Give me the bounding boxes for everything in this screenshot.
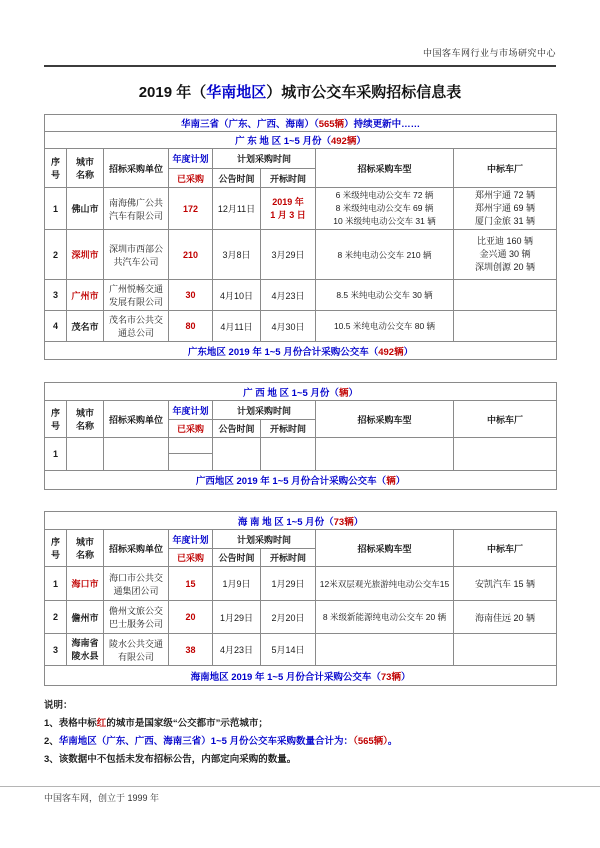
table-footer: 广西地区 2019 年 1~5 月份合计采购公交车（辆）: [45, 471, 557, 490]
table-row: [45, 567, 557, 601]
city-cell: 佛山市: [67, 188, 104, 230]
col-vehicle: 招标采购车型: [316, 530, 454, 567]
winner-cell: 安凯汽车 15 辆: [454, 567, 557, 601]
hainan-table: [44, 511, 557, 686]
purchased-cell: 20: [169, 601, 213, 634]
col-open: 开标时间: [261, 549, 316, 567]
column-header-row: [45, 401, 557, 420]
vehicle-cell: [316, 634, 454, 666]
table-footer: 广东地区 2019 年 1~5 月份合计采购公交车（492辆）: [45, 342, 557, 360]
table-row: [45, 634, 557, 666]
col-vehicle: 招标采购车型: [316, 149, 454, 188]
seq-cell: 1: [45, 188, 67, 230]
city-cell: 茂名市: [67, 311, 104, 342]
col-winner: 中标车厂: [454, 401, 557, 438]
col-purchased: 已采购: [169, 169, 213, 188]
col-seq: 序 号: [45, 149, 67, 188]
unit-cell: 深圳市西部公共汽车公司: [104, 230, 169, 280]
open-cell: 1月29日: [261, 567, 316, 601]
notice-cell: 4月10日: [213, 280, 261, 311]
col-open: 开标时间: [261, 169, 316, 188]
notice-cell: [213, 438, 261, 471]
banner-text: 华南三省（广东、广西、海南）（565辆）持续更新中……: [45, 115, 557, 132]
city-cell: 海口市: [67, 567, 104, 601]
title-prefix: 2019 年（: [138, 84, 207, 101]
notice-cell: 12月11日: [213, 188, 261, 230]
guangdong-table: [44, 114, 557, 360]
guangxi-table: [44, 382, 557, 490]
winner-cell: [454, 634, 557, 666]
winner-cell: 比亚迪 160 辆 金兴通 30 辆 深圳创源 20 辆: [454, 230, 557, 280]
unit-cell: 茂名市公共交通总公司: [104, 311, 169, 342]
city-cell: [67, 438, 104, 471]
col-unit: 招标采购单位: [104, 530, 169, 567]
red-highlight: 红: [96, 718, 107, 729]
unit-cell: 陵水公共交通有限公司: [104, 634, 169, 666]
col-time: 计划采购时间: [213, 401, 316, 420]
purchased-cell: 80: [169, 311, 213, 342]
purchased-cell: 30: [169, 280, 213, 311]
unit-cell: 南海佛广公共汽车有限公司: [104, 188, 169, 230]
purchased-cell: 38: [169, 634, 213, 666]
col-city: 城市 名称: [67, 149, 104, 188]
vehicle-cell: 8 米级新能源纯电动公交车 20 辆: [316, 601, 454, 634]
open-cell: 2月20日: [261, 601, 316, 634]
winner-cell: [454, 311, 557, 342]
column-header-row: [45, 530, 557, 549]
notice-cell: 1月9日: [213, 567, 261, 601]
col-seq: 序 号: [45, 530, 67, 567]
col-unit: 招标采购单位: [104, 401, 169, 438]
purchased-cell: [169, 438, 213, 471]
region-header-row: [45, 383, 557, 401]
note-3: 3、该数据中不包括未发布招标公告，内部定向采购的数量。: [44, 754, 297, 765]
vehicle-cell: 8.5 米纯电动公交车 30 辆: [316, 280, 454, 311]
col-open: 开标时间: [261, 420, 316, 438]
seq-cell: 2: [45, 601, 67, 634]
winner-cell: [454, 438, 557, 471]
vehicle-cell: 10.5 米纯电动公交车 80 辆: [316, 311, 454, 342]
notes-section: [44, 700, 556, 766]
seq-cell: 4: [45, 311, 67, 342]
vehicle-cell: 6 米级纯电动公交车 72 辆 8 米级纯电动公交车 69 辆 10 米级纯电动公交车 31 辆: [316, 188, 454, 230]
col-notice: 公告时间: [213, 169, 261, 188]
region-header-row: [45, 512, 557, 530]
col-unit: 招标采购单位: [104, 149, 169, 188]
table-footer-row: [45, 471, 557, 490]
vehicle-cell: [316, 438, 454, 471]
col-purchased: 已采购: [169, 549, 213, 567]
col-notice: 公告时间: [213, 549, 261, 567]
winner-cell: [454, 280, 557, 311]
banner-row: [45, 115, 557, 132]
col-notice: 公告时间: [213, 420, 261, 438]
notice-cell: 4月11日: [213, 311, 261, 342]
title-region: 华南地区: [206, 84, 267, 101]
col-seq: 序 号: [45, 401, 67, 438]
page-title: [44, 81, 556, 102]
unit-cell: 儋州文旅公交巴士服务公司: [104, 601, 169, 634]
open-cell: 2019 年 1 月 3 日: [261, 188, 316, 230]
open-cell: 4月23日: [261, 280, 316, 311]
table-row: [45, 188, 557, 230]
seq-cell: 3: [45, 634, 67, 666]
note-1: 1、表格中标红的城市是国家级“公交都市”示范城市；: [44, 718, 268, 729]
city-cell: 广州市: [67, 280, 104, 311]
city-cell: 海南省 陵水县: [67, 634, 104, 666]
purchased-cell: 15: [169, 567, 213, 601]
city-cell: 深圳市: [67, 230, 104, 280]
col-vehicle: 招标采购车型: [316, 401, 454, 438]
col-city: 城市 名称: [67, 530, 104, 567]
notice-cell: 4月23日: [213, 634, 261, 666]
purchased-cell: 210: [169, 230, 213, 280]
region-header: 海 南 地 区 1~5 月份（73辆）: [45, 512, 557, 530]
vehicle-cell: 12米双层观光旅游纯电动公交车15: [316, 567, 454, 601]
open-cell: 4月30日: [261, 311, 316, 342]
title-suffix: ）城市公交车采购招标信息表: [266, 84, 462, 101]
table-row: [45, 311, 557, 342]
open-cell: 3月29日: [261, 230, 316, 280]
seq-cell: 2: [45, 230, 67, 280]
col-winner: 中标车厂: [454, 149, 557, 188]
open-cell: 5月14日: [261, 634, 316, 666]
column-header-row: [45, 149, 557, 169]
table-row: [45, 601, 557, 634]
notice-cell: 1月29日: [213, 601, 261, 634]
city-cell: 儋州市: [67, 601, 104, 634]
table-row: [45, 230, 557, 280]
col-plan: 年度计划: [169, 530, 213, 549]
seq-cell: 1: [45, 438, 67, 471]
unit-cell: [104, 438, 169, 471]
header-organization: 中国客车网行业与市场研究中心: [422, 48, 556, 58]
note-2: 2、华南地区（广东、广西、海南三省）1~5 月份公交车采购数量合计为：（565辆）。: [44, 736, 398, 747]
region-header: 广 东 地 区 1~5 月份（492辆）: [45, 132, 557, 149]
notice-cell: 3月8日: [213, 230, 261, 280]
header-divider: [44, 65, 556, 67]
open-cell: [261, 438, 316, 471]
table-footer-row: [45, 666, 557, 686]
purchased-cell: 172: [169, 188, 213, 230]
winner-cell: 海南佳远 20 辆: [454, 601, 557, 634]
col-plan: 年度计划: [169, 401, 213, 420]
table-footer: 海南地区 2019 年 1~5 月份合计采购公交车（73辆）: [45, 666, 557, 686]
region-header-row: [45, 132, 557, 149]
col-time: 计划采购时间: [213, 149, 316, 169]
col-purchased: 已采购: [169, 420, 213, 438]
unit-cell: 广州悦畅交通发展有限公司: [104, 280, 169, 311]
winner-cell: 郑州宇通 72 辆 郑州宇通 69 辆 厦门金旅 31 辆: [454, 188, 557, 230]
table-row: [45, 438, 557, 471]
table-row: [45, 280, 557, 311]
footer-divider: [0, 786, 600, 787]
unit-cell: 海口市公共交通集团公司: [104, 567, 169, 601]
seq-cell: 3: [45, 280, 67, 311]
seq-cell: 1: [45, 567, 67, 601]
col-time: 计划采购时间: [213, 530, 316, 549]
col-plan: 年度计划: [169, 149, 213, 169]
col-winner: 中标车厂: [454, 530, 557, 567]
table-footer-row: [45, 342, 557, 360]
page-footer: 中国客车网，创立于 1999 年: [44, 793, 160, 803]
col-city: 城市 名称: [67, 401, 104, 438]
notes-heading: 说明：: [44, 700, 73, 711]
vehicle-cell: 8 米纯电动公交车 210 辆: [316, 230, 454, 280]
region-header: 广 西 地 区 1~5 月份（辆）: [45, 383, 557, 401]
